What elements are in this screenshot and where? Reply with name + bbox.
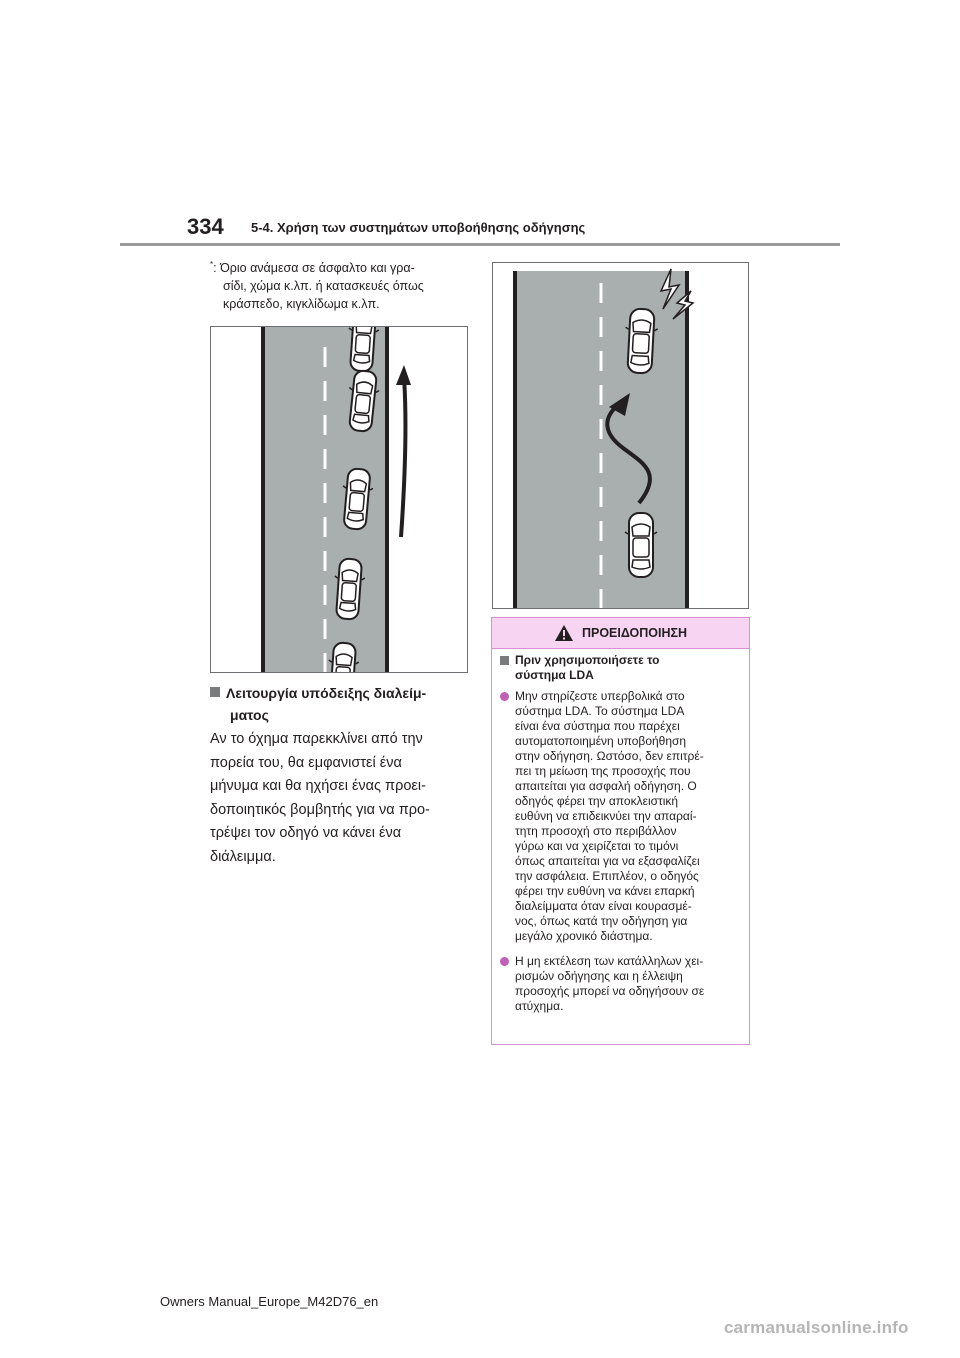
warning-subtitle	[500, 653, 741, 683]
square-bullet-icon	[210, 687, 220, 697]
circle-bullet-icon	[500, 957, 509, 966]
warning-header	[492, 618, 749, 649]
warning-title: ΠΡΟΕΙΔΟΠΟΙΗΣΗ	[581, 626, 688, 640]
footer-manual-id: Owners Manual_Europe_M42D76_en	[160, 1294, 379, 1309]
warning-box	[491, 617, 750, 1045]
weaving-svg	[493, 263, 748, 608]
body-paragraph	[210, 728, 468, 869]
warning-line: φέρει την ευθύνη να κάνει επαρκή	[515, 884, 695, 898]
warning-item-2	[500, 954, 741, 1014]
car-icon	[625, 513, 657, 577]
warning-item-1	[500, 689, 741, 944]
body-line: δοποιητικός βομβητής για να προ-	[210, 801, 430, 818]
warning-subtitle-line: Πριν χρησιμοποιήσετε το	[515, 653, 660, 667]
warning-line: προσοχής μπορεί να οδηγήσουν σε	[515, 984, 705, 998]
body-line: μήνυμα και θα ηχήσει ένας προει-	[210, 778, 426, 794]
warning-line: ευθύνη να επιδεικνύει την απαραί-	[515, 809, 697, 823]
body-line: Αν το όχημα παρεκκλίνει από την	[210, 731, 423, 747]
warning-line: όπως απαιτείται για να εξασφαλίζει	[515, 854, 700, 868]
subsection-line-1: Λειτουργία υπόδειξης διαλείμ-	[226, 685, 427, 701]
warning-line: αυτοματοποιημένη υποβοήθηση	[515, 734, 687, 748]
subsection-line-2: ματος	[230, 707, 269, 723]
body-line: πορεία του, θα εμφανιστεί ένα	[210, 754, 402, 771]
warning-line: διαλείμματα όταν είναι κουρασμέ-	[515, 899, 692, 913]
warning-line: την ασφάλεια. Επιπλέον, ο οδηγός	[515, 869, 699, 883]
warning-line: είναι ένα σύστημα που παρέχει	[515, 719, 680, 733]
lane-drift-illustration	[210, 326, 468, 673]
arrow-head-icon	[396, 365, 411, 385]
warning-body	[492, 649, 749, 1014]
warning-subtitle-line: σύστημα LDA	[515, 668, 594, 682]
warning-line: οδηγός φέρει την αποκλειστική	[515, 794, 679, 808]
body-line: τρέψει τον οδηγό να κάνει ένα	[210, 825, 402, 841]
section-title: 5-4. Χρήση των συστημάτων υποβοήθησης οδήγησης	[251, 220, 586, 235]
warning-line: απαιτείται για ασφαλή οδήγηση. Ο	[515, 779, 697, 793]
header-divider	[120, 243, 840, 246]
warning-line: στην οδήγηση. Ωστόσο, δεν επιτρέ-	[515, 749, 704, 763]
warning-line: νος, όπως κατά την οδήγηση για	[515, 914, 688, 928]
weaving-warning-illustration	[492, 262, 749, 609]
page-number: 334	[187, 214, 224, 239]
subsection-heading	[210, 682, 470, 726]
warning-line: γύρω και να χειρίζεται το τιμόνι	[515, 839, 679, 853]
drift-arrow-icon	[401, 377, 405, 537]
square-bullet-icon	[500, 656, 509, 665]
warning-line: Η μη εκτέλεση των κατάλληλων χει-	[515, 954, 704, 968]
warning-line: ατύχημα.	[515, 999, 564, 1013]
warning-triangle-icon	[554, 624, 574, 642]
warning-line: τητη προσοχή στο περιβάλλον	[515, 824, 677, 838]
footnote-mark: *	[210, 260, 214, 269]
footnote	[210, 256, 475, 313]
footnote-line-2: σίδι, χώμα κ.λπ. ή κατασκευές όπως	[223, 279, 424, 294]
footnote-line-1: : Όριο ανάμεσα σε άσφαλτο και γρα-	[213, 261, 415, 276]
footnote-line-3: κράσπεδο, κιγκλίδωμα κ.λπ.	[223, 297, 380, 312]
warning-line: ρισμών οδήγησης και η έλλειψη	[515, 969, 683, 983]
body-line: διάλειμμα.	[210, 848, 276, 865]
lane-drift-svg	[211, 327, 467, 672]
watermark: carmanualsonline.info	[724, 1318, 909, 1337]
warning-line: πει τη μείωση της προσοχής που	[515, 764, 691, 778]
warning-line: μεγάλο χρονικό διάστημα.	[515, 929, 653, 943]
warning-line: Μην στηρίζεστε υπερβολικά στο	[515, 689, 685, 703]
circle-bullet-icon	[500, 692, 509, 701]
warning-line: σύστημα LDA. Το σύστημα LDA	[515, 704, 685, 718]
